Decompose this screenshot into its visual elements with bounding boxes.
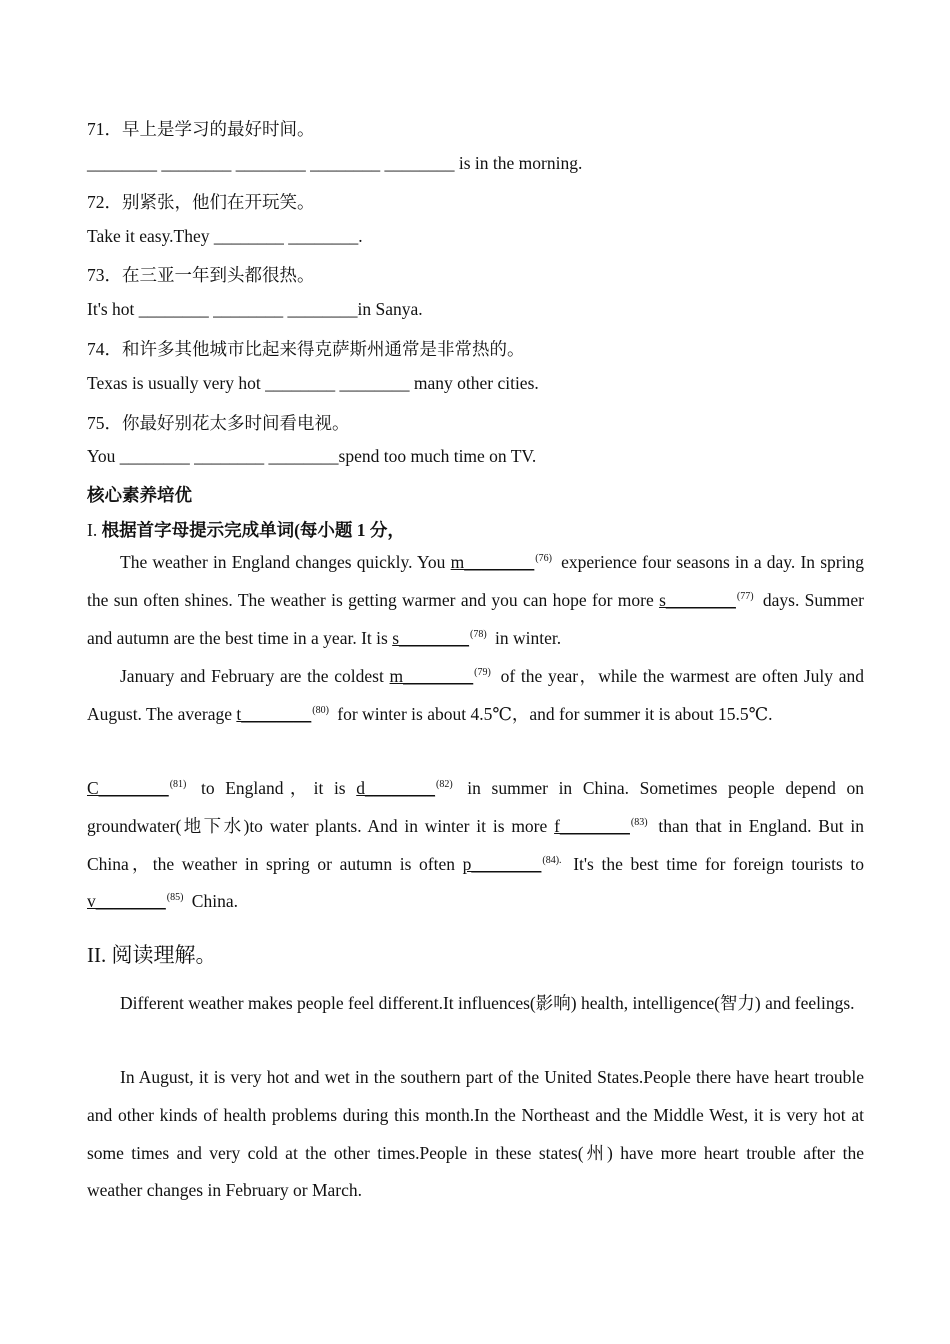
cloze-text: It's the best time for foreign tourists to: [565, 853, 864, 874]
q73-prompt: [87, 262, 315, 287]
cloze-text: days. Summer and autumn are the best time in a year. It is: [87, 589, 864, 648]
cloze-text: of the year，while the warmest are often July and August. The average: [87, 666, 864, 724]
q75-number: 75．: [87, 413, 122, 433]
q71-answer-line[interactable]: ________ ________ ________ ________ ________ is in the morning.: [87, 153, 583, 173]
reading-paragraph-2: In August, it is very hot and wet in the southern part of the United States.People there have heart trouble and other kinds of health problems during this month.In the Northeast and the Middle West, it is very hot at some times and very cold at the other times.People in these states(州) have more heart trouble after the weather changes in February or March.: [87, 1067, 864, 1201]
q72-answer-line[interactable]: Take it easy.They ________ ________.: [87, 226, 363, 246]
reading-paragraph-1: Different weather makes people feel different.It influences(影响) health, intelligence(智力) and feelings.: [120, 993, 855, 1013]
q71-prompt: [87, 116, 315, 141]
cloze-text: January and February are the coldest: [120, 666, 390, 686]
cloze-text: experience four seasons in a day. In spring the sun often shines. The weather is getting warmer and you can hope for more: [87, 552, 864, 610]
blank-number-79: (79): [474, 667, 491, 678]
blank-83[interactable]: f________: [554, 815, 630, 836]
cloze-text: China.: [187, 891, 238, 912]
cloze-paragraph-1: [87, 544, 864, 657]
blank-number-85: (85): [166, 892, 184, 904]
q74-answer-line[interactable]: Texas is usually very hot ________ ________ many other cities.: [87, 373, 539, 393]
blank-number-80: (80): [312, 704, 329, 716]
blank-number-84: (84).: [542, 854, 562, 866]
cloze-text: in summer in China. Sometimes people depend on groundwater(地下水)to water plants. And in winter it is more: [87, 778, 864, 836]
part1-title-number: I.: [87, 520, 102, 540]
q73-answer-line[interactable]: It's hot ________ ________ ________in Sanya.: [87, 299, 423, 319]
q72-prompt: [87, 189, 315, 214]
q74-chinese: 和许多其他城市比起来得克萨斯州通常是非常热的。: [122, 339, 525, 359]
q74-prompt: [87, 336, 525, 361]
blank-number-82: (82): [436, 779, 453, 790]
q72-chinese: 别紧张，他们在开玩笑。: [122, 192, 315, 212]
part2-title: II. 阅读理解。: [87, 943, 217, 967]
q75-answer-line[interactable]: You ________ ________ ________spend too much time on TV.: [87, 446, 537, 466]
blank-number-81: (81): [169, 779, 187, 790]
cloze-text: to England，it is: [190, 778, 357, 798]
section-heading-core: 核心素养培优: [87, 485, 192, 505]
blank-number-77: (77): [736, 590, 754, 602]
q73-number: 73．: [87, 265, 122, 285]
blank-79[interactable]: m________: [389, 666, 474, 686]
q73-chinese: 在三亚一年到头都很热。: [122, 265, 315, 285]
cloze-text: than that in England. But in China，the weather in spring or autumn is often: [87, 815, 865, 874]
blank-number-78: (78): [470, 628, 487, 640]
cloze-text: in winter.: [490, 627, 562, 648]
part1-title: [87, 517, 405, 542]
blank-80[interactable]: t________: [236, 703, 312, 724]
cloze-text: The weather in England changes quickly. You: [120, 552, 451, 572]
q75-prompt: [87, 410, 350, 435]
cloze-paragraph-2: [87, 658, 864, 734]
blank-84[interactable]: p________: [462, 853, 542, 874]
q72-number: 72．: [87, 192, 122, 212]
q74-number: 74．: [87, 339, 122, 359]
blank-76[interactable]: m________: [450, 552, 535, 572]
cloze-paragraph-3: [87, 770, 864, 921]
part1-title-text: 根据首字母提示完成单词(每小题 1 分，: [101, 520, 405, 540]
blank-77[interactable]: s________: [659, 589, 736, 610]
blank-85[interactable]: v________: [87, 891, 166, 912]
q71-chinese: 早上是学习的最好时间。: [122, 119, 315, 139]
blank-number-76: (76): [535, 553, 552, 564]
blank-78[interactable]: s________: [392, 627, 469, 648]
q75-chinese: 你最好别花太多时间看电视。: [122, 413, 350, 433]
blank-number-83: (83): [630, 816, 648, 828]
blank-82[interactable]: d________: [356, 778, 435, 798]
q71-number: 71．: [87, 119, 122, 139]
cloze-text: for winter is about 4.5℃，and for summer it is about 15.5℃.: [332, 703, 773, 724]
blank-81[interactable]: C________: [87, 778, 169, 798]
